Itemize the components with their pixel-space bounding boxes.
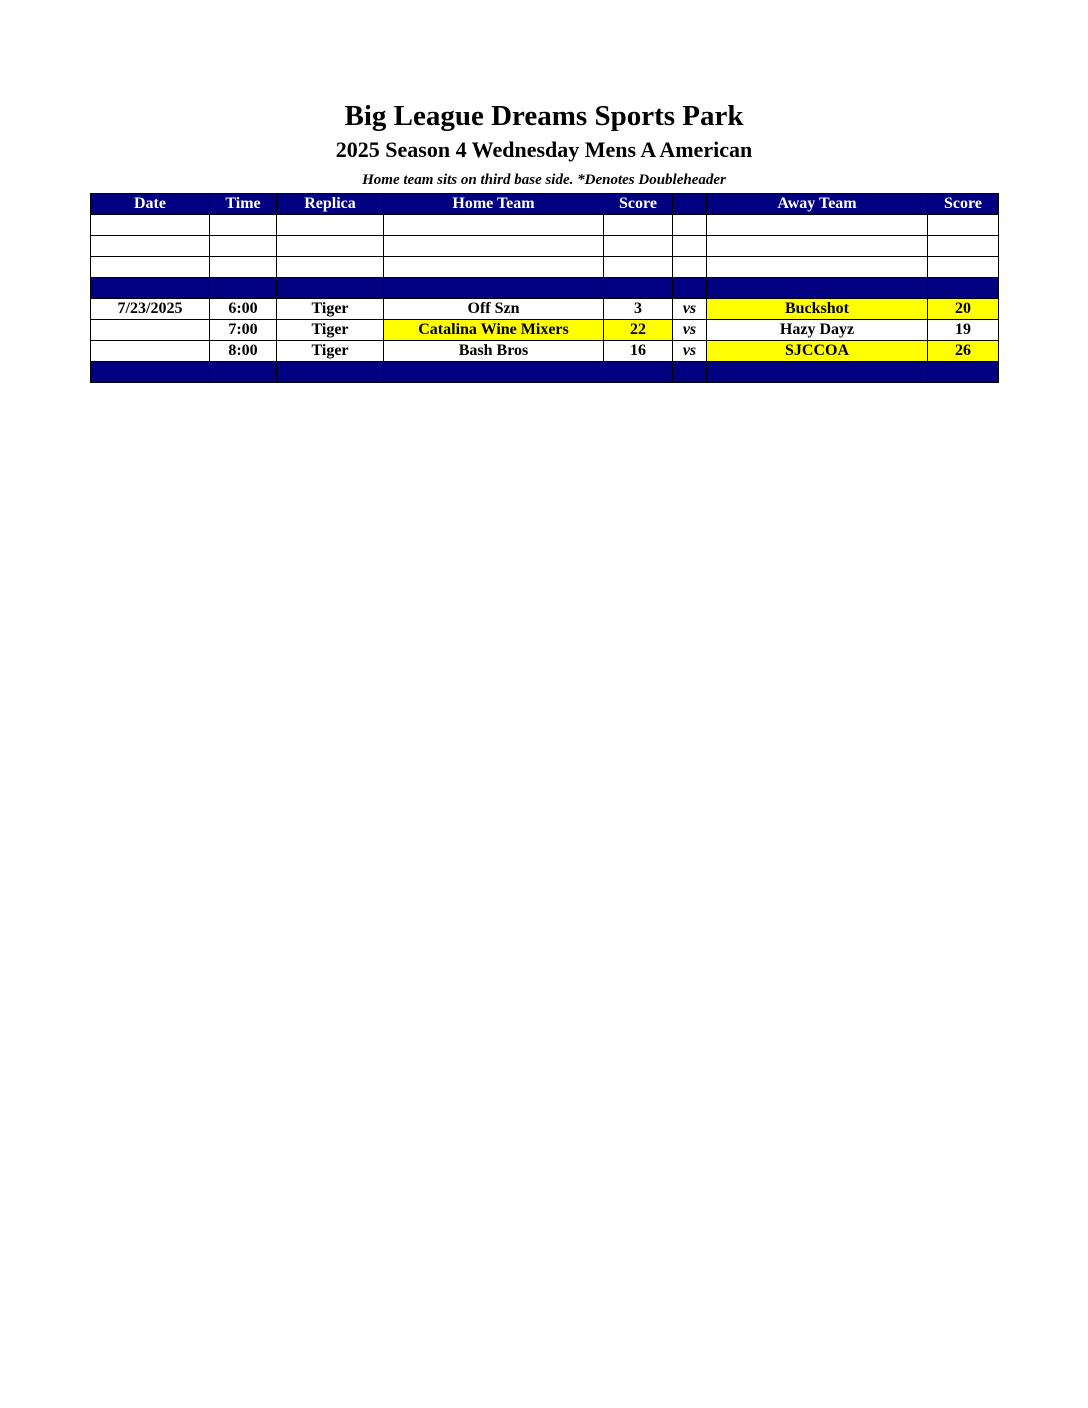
schedule-note: Home team sits on third base side. *Denotes Doubleheader <box>362 172 726 188</box>
vs-label: vs <box>673 341 707 362</box>
page-subtitle: 2025 Season 4 Wednesday Mens A American <box>335 137 753 162</box>
vs-label: vs <box>673 320 707 341</box>
page-title: Big League Dreams Sports Park <box>344 100 744 132</box>
column-header-home-team: Home Team <box>384 194 604 215</box>
column-header-away-team: Away Team <box>707 194 928 215</box>
game-replica: Tiger <box>277 299 384 320</box>
separator-row <box>91 362 999 383</box>
table-header-row <box>91 194 999 215</box>
column-header-home-score: Score <box>604 194 673 215</box>
home-score: 16 <box>604 341 673 362</box>
game-date <box>91 320 210 341</box>
game-row <box>91 320 999 341</box>
empty-row <box>91 215 999 236</box>
schedule-table <box>90 193 999 383</box>
away-score: 19 <box>928 320 999 341</box>
game-row <box>91 299 999 320</box>
game-replica: Tiger <box>277 320 384 341</box>
column-header-date: Date <box>91 194 210 215</box>
game-date: 7/23/2025 <box>91 299 210 320</box>
column-header-time: Time <box>210 194 277 215</box>
empty-row <box>91 257 999 278</box>
away-team: Buckshot <box>707 299 928 320</box>
game-replica: Tiger <box>277 341 384 362</box>
home-team: Catalina Wine Mixers <box>384 320 604 341</box>
game-row <box>91 341 999 362</box>
empty-row <box>91 236 999 257</box>
column-header-away-score: Score <box>928 194 999 215</box>
away-team: SJCCOA <box>707 341 928 362</box>
game-time: 7:00 <box>210 320 277 341</box>
away-score: 26 <box>928 341 999 362</box>
away-score: 20 <box>928 299 999 320</box>
home-score: 22 <box>604 320 673 341</box>
home-team: Off Szn <box>384 299 604 320</box>
column-header-replica: Replica <box>277 194 384 215</box>
game-date <box>91 341 210 362</box>
home-team: Bash Bros <box>384 341 604 362</box>
vs-label: vs <box>673 299 707 320</box>
away-team: Hazy Dayz <box>707 320 928 341</box>
separator-row <box>91 278 999 299</box>
home-score: 3 <box>604 299 673 320</box>
column-header-vs <box>673 194 707 215</box>
game-time: 8:00 <box>210 341 277 362</box>
game-time: 6:00 <box>210 299 277 320</box>
